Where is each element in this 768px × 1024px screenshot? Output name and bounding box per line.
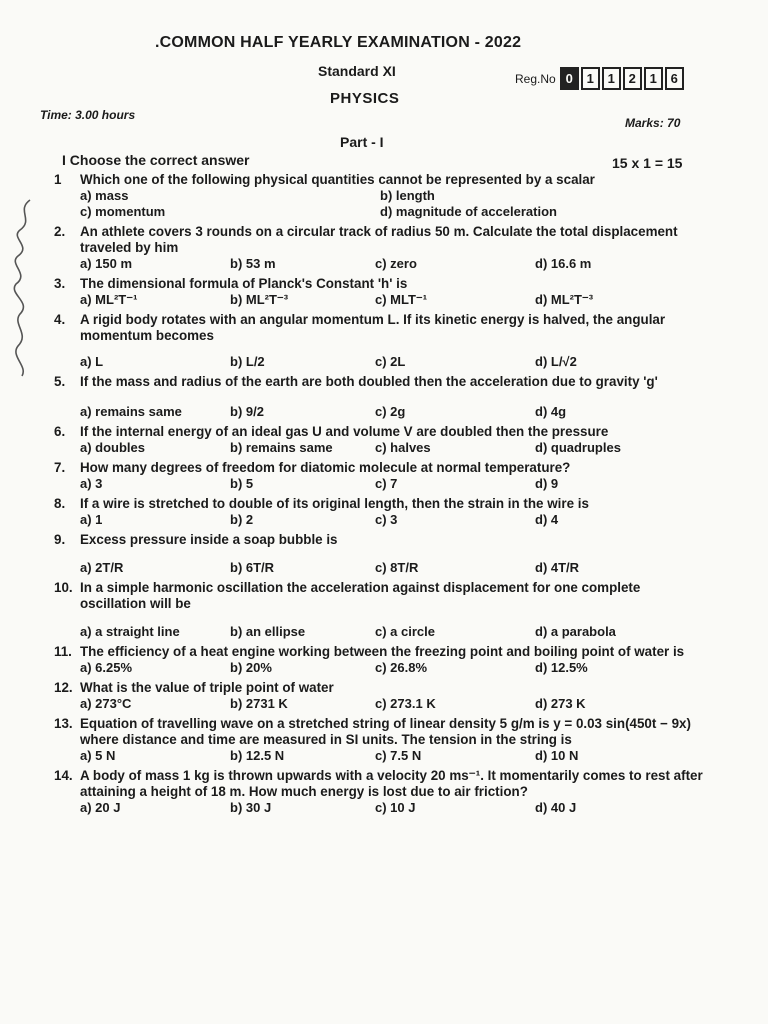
answer-option: a) 6.25% [80,660,133,675]
answer-options [54,696,704,712]
question-item [54,312,704,374]
answer-option: a) 1 [80,512,103,527]
reg-number-label: Reg.No [515,71,556,86]
answer-option: c) 2g [375,404,406,419]
question-item [54,224,704,276]
question-text: The dimensional formula of Planck's Constant 'h' is [80,276,408,291]
answer-options [54,440,704,456]
answer-option: c) 26.8% [375,660,428,675]
answer-options [54,660,704,676]
question-text: If a wire is stretched to double of its original length, then the strain in the wire is [80,496,589,511]
question-number: 1 [54,172,62,187]
question-item [54,172,704,224]
answer-option: d) 4g [535,404,567,419]
question-item [54,532,704,580]
reg-digit: 1 [581,67,600,90]
answer-option: a) 20 J [80,800,121,815]
answer-option: a) remains same [80,404,182,419]
answer-option: d) 273 K [535,696,586,711]
part-heading: Part - I [340,134,384,150]
answer-option: c) 7.5 N [375,748,422,763]
reg-number [515,67,686,90]
answer-options [54,292,704,308]
answer-option: b) 20% [230,660,272,675]
exam-title: .COMMON HALF YEARLY EXAMINATION - 2022 [155,34,522,51]
answer-option: c) 10 J [375,800,416,815]
answer-option: b) 30 J [230,800,272,815]
section-instruction: I Choose the correct answer [62,152,250,168]
answer-option: a) mass [80,188,129,203]
answer-option: c) 7 [375,476,398,491]
question-number: 2. [54,224,66,239]
answer-option: b) L/2 [230,354,265,369]
answer-option: a) 2T/R [80,560,124,575]
marks-label: Marks: 70 [625,116,681,130]
question-item [54,374,704,424]
answer-option: c) 273.1 K [375,696,436,711]
question-item [54,644,704,680]
marks-scheme: 15 x 1 = 15 [612,155,683,171]
reg-digit: 6 [665,67,684,90]
question-number: 13. [54,716,73,731]
question-text: The efficiency of a heat engine working between the freezing point and boiling point of water is [80,644,685,659]
answer-option: b) length [380,188,435,203]
question-item [54,716,704,768]
answer-option: d) L/√2 [535,354,577,369]
answer-option: b) 9/2 [230,404,264,419]
question-number: 7. [54,460,66,475]
answer-option: d) magnitude of acceleration [380,204,557,219]
answer-option: b) 5 [230,476,254,491]
answer-option: d) 16.6 m [535,256,592,271]
question-text: Excess pressure inside a soap bubble is [80,532,338,547]
question-text: A rigid body rotates with an angular momentum L. If its kinetic energy is halved, the angular momentum becomes [80,312,666,343]
question-text: An athlete covers 3 rounds on a circular track of radius 50 m. Calculate the total displacement traveled by him [80,224,678,255]
reg-digit: 0 [560,67,579,90]
answer-option: b) 6T/R [230,560,275,575]
answer-option: a) ML²T⁻¹ [80,292,138,307]
answer-option: a) 150 m [80,256,133,271]
question-item [54,680,704,716]
answer-option: b) 12.5 N [230,748,285,763]
question-text: If the mass and radius of the earth are both doubled then the acceleration due to gravity 'g' [80,374,658,389]
answer-options [54,800,704,816]
time-label: Time: 3.00 hours [40,108,136,122]
answer-options [54,256,704,272]
reg-digit: 1 [644,67,663,90]
question-number: 11. [54,644,72,659]
answer-option: a) 3 [80,476,103,491]
question-number: 3. [54,276,66,291]
answer-option: c) momentum [80,204,166,219]
handwritten-signature [6,190,40,380]
answer-option: a) L [80,354,104,369]
answer-option: c) zero [375,256,417,271]
answer-option: c) 3 [375,512,398,527]
question-text: Which one of the following physical quantities cannot be represented by a scalar [80,172,595,187]
answer-option: d) ML²T⁻³ [535,292,594,307]
answer-options [54,624,704,640]
question-number: 6. [54,424,66,439]
answer-options [54,512,704,528]
question-item [54,276,704,312]
question-item [54,768,704,820]
answer-option: b) an ellipse [230,624,306,639]
question-text: In a simple harmonic oscillation the acceleration against displacement for one complete oscillation will be [80,580,641,611]
question-number: 5. [54,374,66,389]
reg-digit: 1 [602,67,621,90]
answer-option: d) 9 [535,476,559,491]
answer-option: a) 273°C [80,696,132,711]
answer-options [54,560,704,576]
answer-options [54,188,704,220]
question-number: 14. [54,768,73,783]
answer-option: d) 40 J [535,800,577,815]
question-item [54,424,704,460]
question-text: How many degrees of freedom for diatomic molecule at normal temperature? [80,460,571,475]
answer-option: a) doubles [80,440,146,455]
answer-option: d) 4T/R [535,560,580,575]
answer-option: b) remains same [230,440,333,455]
answer-option: c) a circle [375,624,435,639]
question-number: 10. [54,580,73,595]
answer-option: c) halves [375,440,431,455]
question-item [54,580,704,644]
question-text: A body of mass 1 kg is thrown upwards with a velocity 20 ms⁻¹. It momentarily comes to rest after attaining a height of 18 m. How much energy is lost due to air friction? [80,768,703,799]
question-text: Equation of travelling wave on a stretched string of linear density 5 g/m is y = 0.03 sin(450t − 9x) where distance and time are measured in SI units. The tension in the string is [80,716,691,747]
answer-option: a) 5 N [80,748,116,763]
answer-option: d) a parabola [535,624,616,639]
answer-option: b) ML²T⁻³ [230,292,289,307]
answer-option: d) 4 [535,512,559,527]
answer-options [54,476,704,492]
question-list [54,172,704,820]
answer-option: c) MLT⁻¹ [375,292,428,307]
subject-label: PHYSICS [330,90,400,107]
answer-option: c) 8T/R [375,560,419,575]
question-number: 8. [54,496,66,511]
answer-options [54,404,704,420]
question-text: What is the value of triple point of water [80,680,334,695]
answer-option: d) 10 N [535,748,579,763]
answer-option: a) a straight line [80,624,180,639]
answer-option: c) 2L [375,354,406,369]
answer-option: d) quadruples [535,440,621,455]
question-item [54,496,704,532]
answer-options [54,354,704,370]
answer-option: b) 2731 K [230,696,288,711]
question-item [54,460,704,496]
answer-option: d) 12.5% [535,660,588,675]
question-number: 9. [54,532,66,547]
answer-option: b) 53 m [230,256,276,271]
question-number: 4. [54,312,66,327]
answer-option: b) 2 [230,512,254,527]
standard-label: Standard XI [318,63,396,79]
question-number: 12. [54,680,73,695]
reg-digit: 2 [623,67,642,90]
answer-options [54,748,704,764]
question-text: If the internal energy of an ideal gas U and volume V are doubled then the pressure [80,424,609,439]
